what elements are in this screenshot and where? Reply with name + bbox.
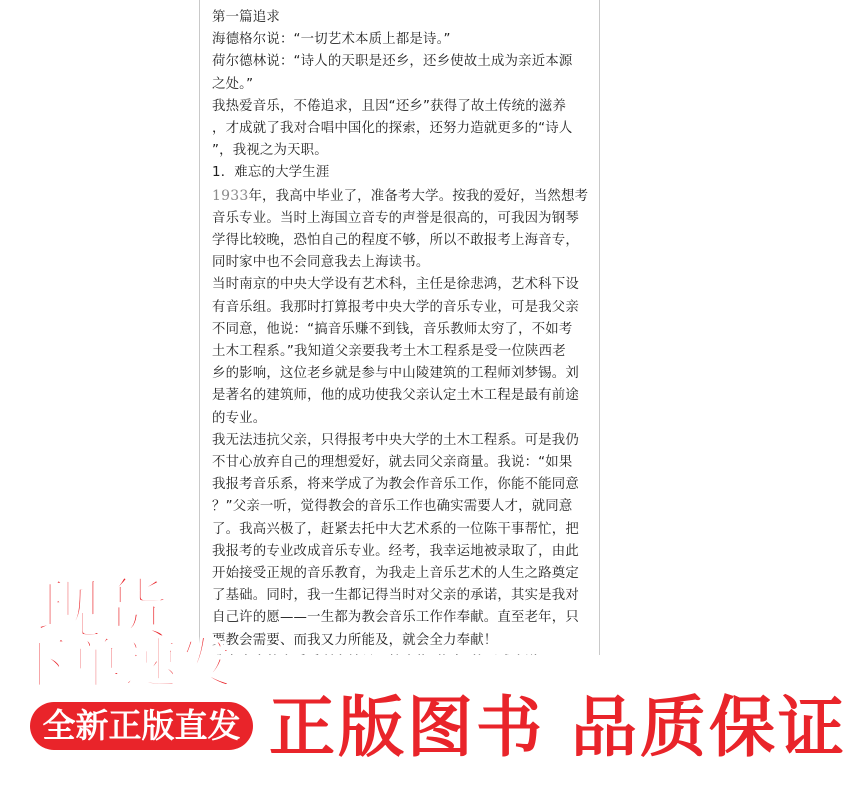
text-line: 是著名的建筑师，他的成功使我父亲认定土木工程是最有前途 bbox=[212, 388, 579, 404]
text-line-rest: 年，我高中毕业了，准备考大学。按我的爱好，当然想考 bbox=[248, 188, 589, 204]
text-line: 我热爱音乐，不倦追求，且因“还乡”获得了故土传统的滋养 bbox=[212, 98, 567, 114]
text-line: ？”父亲一听，觉得教会的音乐工作也确实需要人才，就同意 bbox=[212, 499, 573, 515]
document-page bbox=[199, 0, 600, 655]
text-line: 同时家中也不会同意我去上海读书。 bbox=[212, 255, 430, 271]
quality-guarantee-slogan: 正版图书 品质保证 bbox=[269, 689, 847, 766]
text-line: 音乐专业。当时上海国立音专的声誉是很高的，可我因为钢琴 bbox=[212, 210, 579, 226]
subsection-title: 1．难忘的大学生涯 bbox=[212, 165, 330, 181]
text-line: 我报考的专业改成音乐专业。经考，我幸运地被录取了，由此 bbox=[212, 543, 579, 559]
text-line: 当时南京的中央大学设有艺术科，主任是徐悲鸿，艺术科下设 bbox=[212, 277, 579, 293]
text-line: 学得比较晚，恐怕自己的程度不够，所以不敢报考上海音专， bbox=[212, 233, 579, 249]
text-line bbox=[212, 185, 589, 208]
text-line: 海德格尔说：“一切艺术本质上都是诗。” bbox=[212, 32, 451, 48]
in-stock-stamp: 现货 bbox=[36, 571, 170, 648]
text-line: 开始接受正规的音乐教育，为我走上音乐艺术的人生之路奠定 bbox=[212, 566, 579, 582]
text-line: 我无法违抗父亲，只得报考中央大学的土木工程系。可是我仍 bbox=[212, 432, 579, 448]
text-line: 要教会需要、而我又力所能及，就会全力奉献！ bbox=[212, 632, 498, 648]
year-text: 1933 bbox=[212, 187, 249, 204]
text-line: 自己许的愿——一生都为教会音乐工作作奉献。直至老年，只 bbox=[212, 610, 579, 626]
fast-shipping-stamp: 下单速发 bbox=[14, 632, 234, 695]
new-genuine-badge: 全新正版直发 bbox=[30, 702, 253, 750]
text-line: 之处。” bbox=[212, 76, 254, 92]
text-line: 我报考音乐系，将来学成了为教会作音乐工作，你能不能同意 bbox=[212, 477, 579, 493]
text-line: 的专业。 bbox=[212, 410, 267, 426]
text-line: 荷尔德林说：“诗人的天职是还乡，还乡使故土成为亲近本源 bbox=[212, 54, 573, 70]
text-line: 乡的影响，这位老乡就是参与中山陵建筑的工程师刘梦锡。刘 bbox=[212, 366, 579, 382]
text-line: ，才成就了我对合唱中国化的探索，还努力造就更多的“诗人 bbox=[212, 121, 573, 137]
section-title: 第一篇追求 bbox=[212, 10, 280, 25]
text-line: 不同意，他说：“搞音乐赚不到钱，音乐教师太穷了，不如考 bbox=[212, 321, 573, 337]
text-line: 了基础。同时，我一生都记得当时对父亲的承诺，其实是我对 bbox=[212, 588, 579, 604]
text-line: 有音乐组。我那时打算报考中央大学的音乐专业，可是我父亲 bbox=[212, 299, 579, 315]
text-line: 了。我高兴极了，赶紧去托中大艺术系的一位陈干事帮忙，把 bbox=[212, 521, 579, 537]
text-line: 不甘心放弃自己的理想爱好，就去同父亲商量。我说：“如果 bbox=[212, 455, 573, 471]
text-line: 土木工程系。”我知道父亲要我考土木工程系是受一位陕西老 bbox=[212, 344, 566, 360]
text-line: ”，我视之为天职。 bbox=[212, 143, 328, 159]
